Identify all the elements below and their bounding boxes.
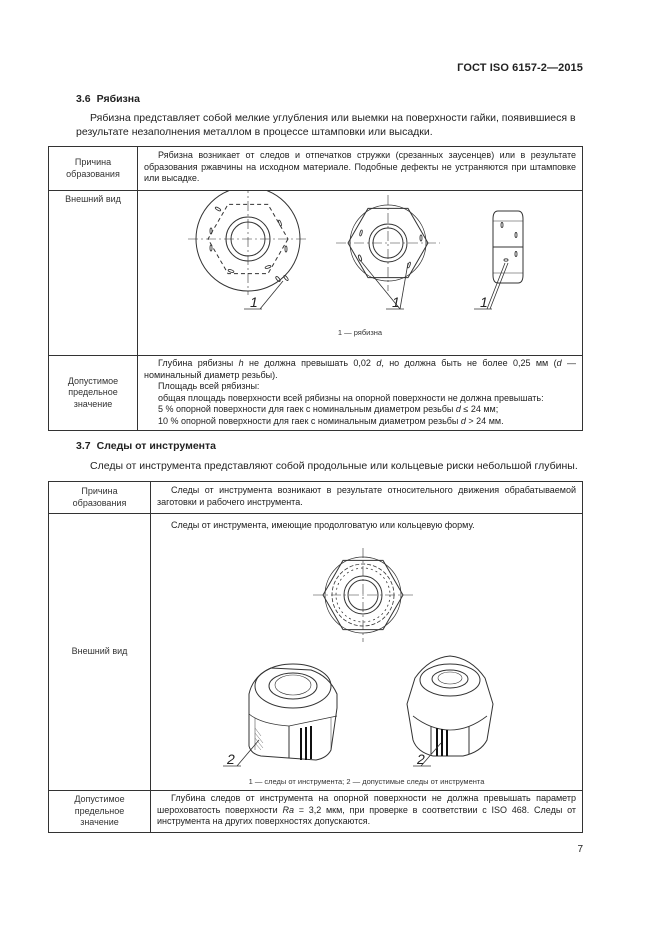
section-3-7-intro — [76, 459, 583, 473]
appearance-row — [49, 514, 583, 791]
tool-marks-hatched — [255, 728, 263, 750]
figure-caption-3-7: 1 — следы от инструмента; 2 — допустимые следы от инструмента — [248, 777, 485, 786]
limit-text — [138, 356, 583, 431]
limit-p5-a: 10 % опорной поверхности для гаек с номинальным диаметром резьбы — [158, 415, 461, 426]
section-3-7-title — [76, 440, 216, 452]
pitting-marks-right — [501, 223, 517, 262]
section-3-6-intro — [76, 111, 583, 139]
appearance-label: Внешний вид — [49, 191, 138, 356]
tool-marks-table — [48, 481, 583, 833]
perspective-nut-right — [407, 656, 493, 756]
limit-text-e: — номинальный диаметр резьбы). — [144, 358, 576, 380]
limit-paragraph-5 — [144, 416, 576, 428]
pitting-figure — [138, 191, 582, 355]
cause-text — [138, 147, 583, 191]
cause-label: Причина образования — [49, 482, 151, 514]
callout-1-left: 1 — [250, 294, 258, 310]
tool-marks-figure — [151, 514, 582, 790]
cause-paragraph: Рябизна возникает от следов и отпечатков стружки (срезанных заусенцев) или в результате образования ржавчины на исходном материале. Подобные дефекты не устраняются при штамповке или высадке. — [144, 150, 576, 183]
document-header: ГОСТ ISO 6157-2—2015 — [457, 62, 583, 74]
perspective-nut-left — [249, 664, 337, 760]
appearance-label: Внешний вид — [49, 514, 151, 791]
limit-label: Допустимое предельное значение — [49, 791, 151, 833]
limit-paragraph-1 — [144, 358, 576, 381]
limit-p4-b: ≤ 24 мм; — [460, 404, 499, 414]
symbol-d: d — [376, 358, 382, 368]
symbol-ra: Ra — [282, 804, 294, 815]
limit-row — [49, 356, 583, 431]
cause-row — [49, 147, 583, 191]
pitting-table — [48, 146, 583, 431]
leader-line-left — [237, 740, 259, 766]
intro-text: Следы от инструмента представляют собой продольные или кольцевые риски небольшой глубины. — [90, 460, 578, 472]
cause-paragraph: Следы от инструмента возникают в результате относительного движения обрабатываемой заготовки и рабочего инструмента. — [157, 485, 576, 507]
tool-marks-left — [301, 726, 311, 760]
tool-marks-right — [437, 728, 447, 756]
limit-p5-b: > 24 мм. — [465, 415, 504, 426]
limit-row — [49, 791, 583, 833]
limit-p4-a: 5 % опорной поверхности для гаек с номинальным диаметром резьбы — [158, 404, 456, 414]
section-number: 3.6 — [76, 93, 91, 105]
pitting-marks-left — [210, 206, 289, 282]
limit-paragraph-3: общая площадь поверхности всей рябизны на опорной поверхности не должна превышать: — [158, 392, 544, 403]
section-title-text: Рябизна — [96, 93, 140, 105]
limit-text-b: = 3,2 мкм, при проверке в соответствии с ISO 468. Следы от инструмента на других поверхностях допускаются. — [157, 804, 576, 826]
callout-2-left: 2 — [227, 751, 235, 767]
appearance-row — [49, 191, 583, 356]
limit-text-a: Глубина следов от инструмента на опорной поверхности не должна превышать параметр шероховатость поверхности — [157, 793, 576, 815]
limit-label: Допустимое предельное значение — [49, 356, 138, 431]
page-number: 7 — [577, 844, 583, 855]
pitting-drawing — [138, 191, 582, 341]
limit-text-b: не должна превышать 0,02 — [243, 358, 377, 368]
limit-text — [151, 791, 583, 833]
limit-paragraph-4 — [144, 404, 576, 416]
intro-text: Рябизна представляет собой мелкие углубления или выемки на поверхности гайки, появившиеся в результате незаполнения металлом в процессе штамповки или высадки. — [76, 112, 576, 138]
cause-text — [151, 482, 583, 514]
limit-text-c: , но должна быть не более 0,25 мм ( — [381, 358, 557, 368]
cause-label: Причина образования — [49, 147, 138, 191]
symbol-d2: d — [556, 358, 562, 368]
section-3-6-title — [76, 93, 140, 105]
symbol-h: h — [238, 358, 244, 368]
callout-1-mid: 1 — [392, 294, 400, 310]
limit-text-a: Глубина рябизны — [158, 358, 239, 368]
limit-paragraph — [157, 793, 576, 828]
section-number: 3.7 — [76, 440, 91, 452]
callout-1-right: 1 — [480, 294, 488, 310]
section-title-text: Следы от инструмента — [96, 440, 217, 452]
cause-row — [49, 482, 583, 514]
callout-2-right: 2 — [417, 751, 425, 767]
leader-line-3 — [400, 263, 408, 309]
tool-marks-drawing — [151, 528, 595, 788]
appearance-cell — [151, 514, 583, 791]
symbol-d-p4: d — [455, 404, 461, 414]
appearance-cell — [138, 191, 583, 356]
limit-paragraph-2: Площадь всей рябизны: — [158, 381, 260, 391]
symbol-d-p5: d — [460, 415, 466, 426]
appearance-text: Следы от инструмента, имеющие продолговатую или кольцевую форму. — [171, 520, 475, 530]
pitting-marks-mid — [358, 230, 422, 268]
figure-caption-3-6: 1 — рябизна — [337, 328, 383, 337]
leader-line-4 — [487, 263, 505, 309]
